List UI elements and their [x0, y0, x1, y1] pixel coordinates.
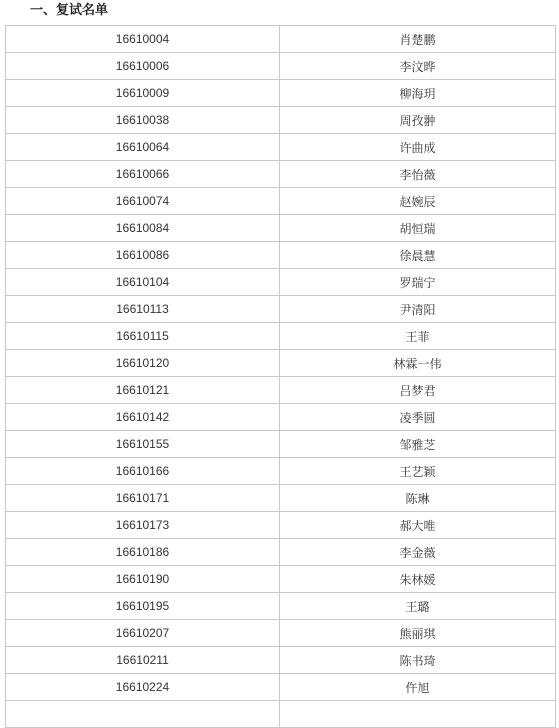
exam-number-cell: 16610006 [6, 53, 280, 80]
table-row [6, 404, 556, 431]
exam-number-cell: 16610074 [6, 188, 280, 215]
exam-number-cell: 16610166 [6, 458, 280, 485]
candidate-name-cell: 吕梦君 [280, 377, 556, 404]
exam-number-cell: 16610038 [6, 107, 280, 134]
exam-number-cell: 16610066 [6, 161, 280, 188]
exam-number-cell: 16610173 [6, 512, 280, 539]
exam-number-cell: 16610171 [6, 485, 280, 512]
table-row [6, 323, 556, 350]
exam-number-cell: 16610155 [6, 431, 280, 458]
candidate-name-cell: 李怡薇 [280, 161, 556, 188]
table-row [6, 134, 556, 161]
exam-number-cell: 16610115 [6, 323, 280, 350]
candidate-name-cell: 王璐 [280, 593, 556, 620]
candidate-name-cell: 罗瑞宁 [280, 269, 556, 296]
table-row [6, 620, 556, 647]
candidate-name-cell: 林霖一伟 [280, 350, 556, 377]
candidate-name-cell: 赵婉辰 [280, 188, 556, 215]
table-row [6, 242, 556, 269]
candidate-name-cell: 许曲成 [280, 134, 556, 161]
candidate-name-cell: 李金薇 [280, 539, 556, 566]
candidate-name-cell: 王菲 [280, 323, 556, 350]
exam-number-cell: 16610064 [6, 134, 280, 161]
table-row [6, 566, 556, 593]
candidate-name-cell: 尹清阳 [280, 296, 556, 323]
exam-number-cell: 16610084 [6, 215, 280, 242]
exam-number-cell: 16610211 [6, 647, 280, 674]
exam-number-cell: 16610186 [6, 539, 280, 566]
table-row [6, 431, 556, 458]
table-row [6, 107, 556, 134]
candidate-name-cell: 郝大唯 [280, 512, 556, 539]
exam-number-cell: 16610142 [6, 404, 280, 431]
table-row [6, 512, 556, 539]
exam-number-cell: 16610009 [6, 80, 280, 107]
table-row [6, 188, 556, 215]
candidate-name-cell: 仵旭 [280, 674, 556, 701]
candidate-name-cell: 陈书琦 [280, 647, 556, 674]
retest-list-table [5, 25, 556, 728]
table-row [6, 377, 556, 404]
candidate-name-cell: 王艺颖 [280, 458, 556, 485]
table-row [6, 458, 556, 485]
table-row [6, 161, 556, 188]
exam-number-cell: 16610104 [6, 269, 280, 296]
retest-list-body [6, 26, 556, 728]
table-row [6, 350, 556, 377]
candidate-name-cell: 李汶晔 [280, 53, 556, 80]
table-row [6, 296, 556, 323]
candidate-name-cell: 肖楚鹏 [280, 26, 556, 53]
table-row [6, 215, 556, 242]
exam-number-cell: 16610113 [6, 296, 280, 323]
candidate-name-cell: 徐晨慧 [280, 242, 556, 269]
candidate-name-cell: 邹雅芝 [280, 431, 556, 458]
table-row [6, 53, 556, 80]
exam-number-cell: 16610190 [6, 566, 280, 593]
exam-number-cell: 16610004 [6, 26, 280, 53]
section-heading: 一、复试名单 [30, 3, 109, 18]
exam-number-cell: 16610120 [6, 350, 280, 377]
exam-number-cell: 16610224 [6, 674, 280, 701]
candidate-name-cell: 胡恒瑞 [280, 215, 556, 242]
table-row [6, 539, 556, 566]
table-row [6, 593, 556, 620]
table-row [6, 485, 556, 512]
candidate-name-cell: 柳海玥 [280, 80, 556, 107]
table-row [6, 647, 556, 674]
table-row [6, 674, 556, 701]
candidate-name-cell: 周孜翀 [280, 107, 556, 134]
table-row [6, 80, 556, 107]
exam-number-cell: 16610086 [6, 242, 280, 269]
exam-number-cell: 16610207 [6, 620, 280, 647]
table-row [6, 26, 556, 53]
candidate-name-cell: 熊丽琪 [280, 620, 556, 647]
candidate-name-cell: 陈琳 [280, 485, 556, 512]
candidate-name-cell: 朱林媛 [280, 566, 556, 593]
candidate-name-cell: 凌季圆 [280, 404, 556, 431]
exam-number-cell: 16610195 [6, 593, 280, 620]
exam-number-cell: 16610121 [6, 377, 280, 404]
table-row [6, 269, 556, 296]
